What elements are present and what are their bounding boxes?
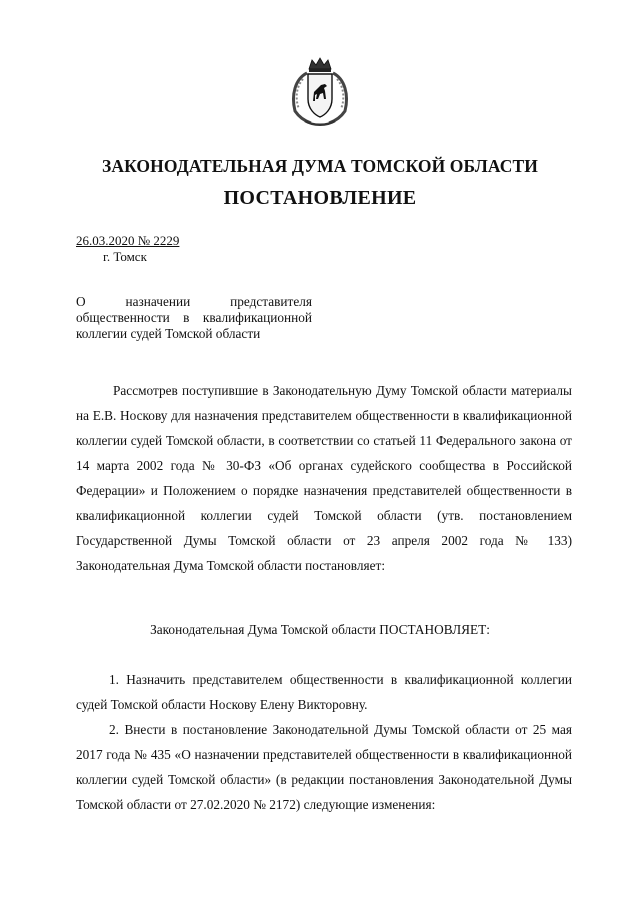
document-subject: О назначении представителя общественности в квалификационной коллегии судей Томской области <box>76 294 312 341</box>
document-city: г. Томск <box>103 249 147 264</box>
organization-title: ЗАКОНОДАТЕЛЬНАЯ ДУМА ТОМСКОЙ ОБЛАСТИ <box>102 156 538 176</box>
item-2-paragraph: 2. Внести в постановление Законодательной Думы Томской области от 25 мая 2017 года № 435 «О назначении представителей общественности в квалификационной коллегии судей Томской области» (в редакции постановления Законодательной Думы Томской области от 27.02.2020 № 2172) следующие изменения: <box>76 722 572 812</box>
resolve-heading: Законодательная Дума Томской области ПОСТАНОВЛЯЕТ: <box>150 622 490 637</box>
document-type-title: ПОСТАНОВЛЕНИЕ <box>223 187 417 209</box>
coat-of-arms-icon <box>287 55 353 127</box>
item-1-paragraph: 1. Назначить представителем общественности в квалификационной коллегии судей Томской области Носкову Елену Викторовну. <box>76 672 572 712</box>
document-date-number: 26.03.2020 № 2229 <box>76 233 180 248</box>
preamble-paragraph: Рассмотрев поступившие в Законодательную Думу Томской области материалы на Е.В. Носкову для назначения представителем общественности в квалификационной коллегии судей Томской области, в соответствии со статьей 11 Федерального закона от 14 марта 2002 года № 30-ФЗ «Об органах судейского сообщества в Российской Федерации» и Положением о порядке назначения представителей общественности в квалификационной коллегии судей Томской области (утв. постановлением Государственной Думы Томской области от 23 апреля 2002 года № 133) Законодательная Дума Томской области постановляет: <box>76 383 572 573</box>
